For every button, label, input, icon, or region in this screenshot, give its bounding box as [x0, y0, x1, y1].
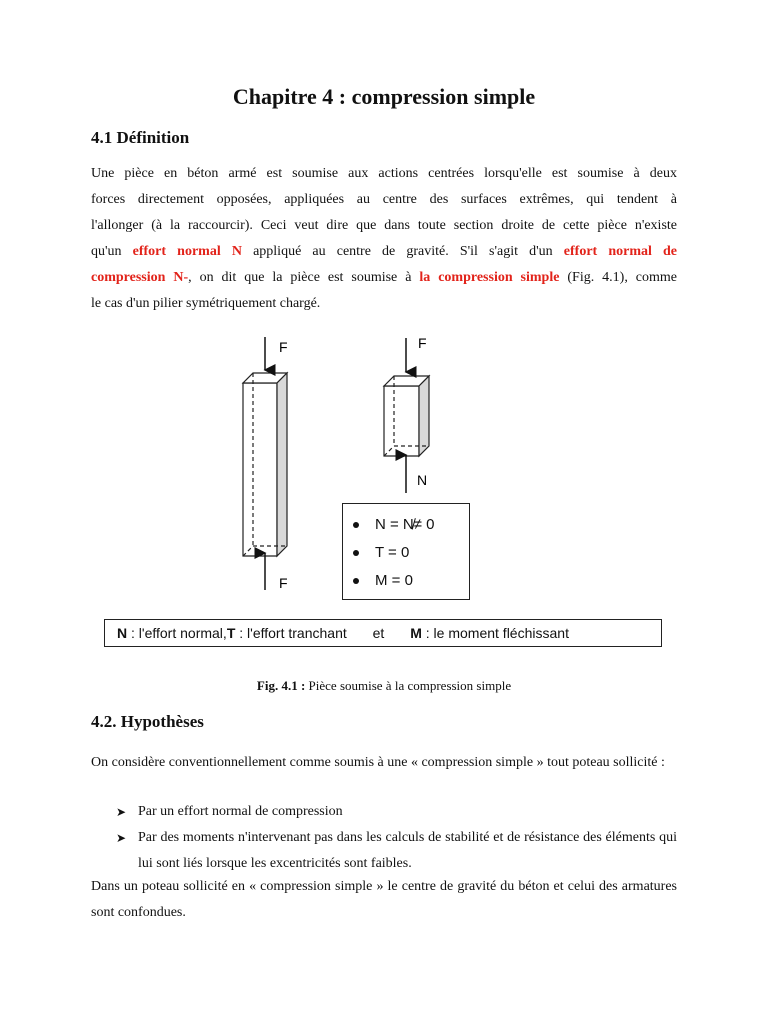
conditions-box: [342, 503, 470, 600]
definition-line-5: compression N-, on dit que la pièce est soumise à la compression simple (Fig. 4.1), comme: [91, 270, 677, 285]
figure-caption: Fig. 4.1 : Pièce soumise à la compression simple: [256, 678, 512, 693]
bullet-dot: [353, 522, 359, 528]
label-f-top-left: F: [279, 339, 288, 355]
bullet-item-2: ➤ Par des moments n'intervenant pas dans les calculs de stabilité et de résistance des éléments qui lui sont liés lorsque les excentricités sont faibles.: [116, 825, 677, 877]
definition-line-6: le cas d'un pilier symétriquement chargé.: [91, 296, 321, 311]
label-f-top-right: F: [418, 335, 427, 351]
hypotheses-closing: Dans un poteau sollicité en « compression simple » le centre de gravité du béton et celui des armatures sont confondues.: [91, 879, 677, 920]
legend-n-key: N: [117, 625, 128, 641]
label-n-right: N: [417, 472, 428, 488]
condition-n: N = N̸≠ 0: [353, 516, 435, 533]
highlight-effort-normal: effort normal N: [132, 244, 242, 259]
section-heading-definition: 4.1 Définition: [91, 128, 190, 147]
arrow-bullet-icon: ➤: [116, 805, 127, 819]
legend-and: et: [372, 625, 385, 641]
definition-line-4: qu'un effort normal N appliqué au centre de gravité. S'il s'agit d'un effort normal de: [91, 244, 677, 259]
definition-line-1: Une pièce en béton armé est soumise aux actions centrées lorsqu'elle est soumise à deux: [91, 166, 677, 181]
bullet-item-1: ➤ Par un effort normal de compression: [116, 799, 677, 825]
section-heading-hypotheses: 4.2. Hypothèses: [91, 712, 204, 731]
bullet-dot: [353, 578, 359, 584]
short-column: [384, 376, 429, 456]
hypotheses-bullets: [116, 799, 677, 877]
tall-column: [243, 373, 287, 556]
condition-m: M = 0: [353, 572, 413, 589]
hypotheses-intro: On considère conventionnellement comme soumis à une « compression simple » tout poteau sollicité :: [91, 755, 665, 770]
figure-legend: N : l'effort normal,T : l'effort tranchant et M : le moment fléchissant: [104, 619, 662, 647]
page-title: Chapitre 4 : compression simple: [232, 84, 536, 109]
legend-t-key: T: [226, 625, 236, 641]
condition-t: T = 0: [353, 544, 409, 561]
highlight-compression-n: compression N-: [91, 270, 189, 285]
legend-m-key: M: [410, 625, 422, 641]
arrow-bullet-icon: ➤: [116, 831, 127, 845]
definition-line-3: l'allonger (à la raccourcir). Ceci veut dire que dans toute section droite de cette pièce n'existe: [91, 218, 677, 233]
bullet-dot: [353, 550, 359, 556]
highlight-compression-simple: la compression simple: [419, 270, 560, 285]
label-f-bottom-left: F: [279, 575, 288, 591]
highlight-effort-normal-de: effort normal de: [563, 244, 677, 259]
definition-line-2: forces directement opposées, appliquées au centre des surfaces extrêmes, qui tendent à: [91, 192, 677, 207]
